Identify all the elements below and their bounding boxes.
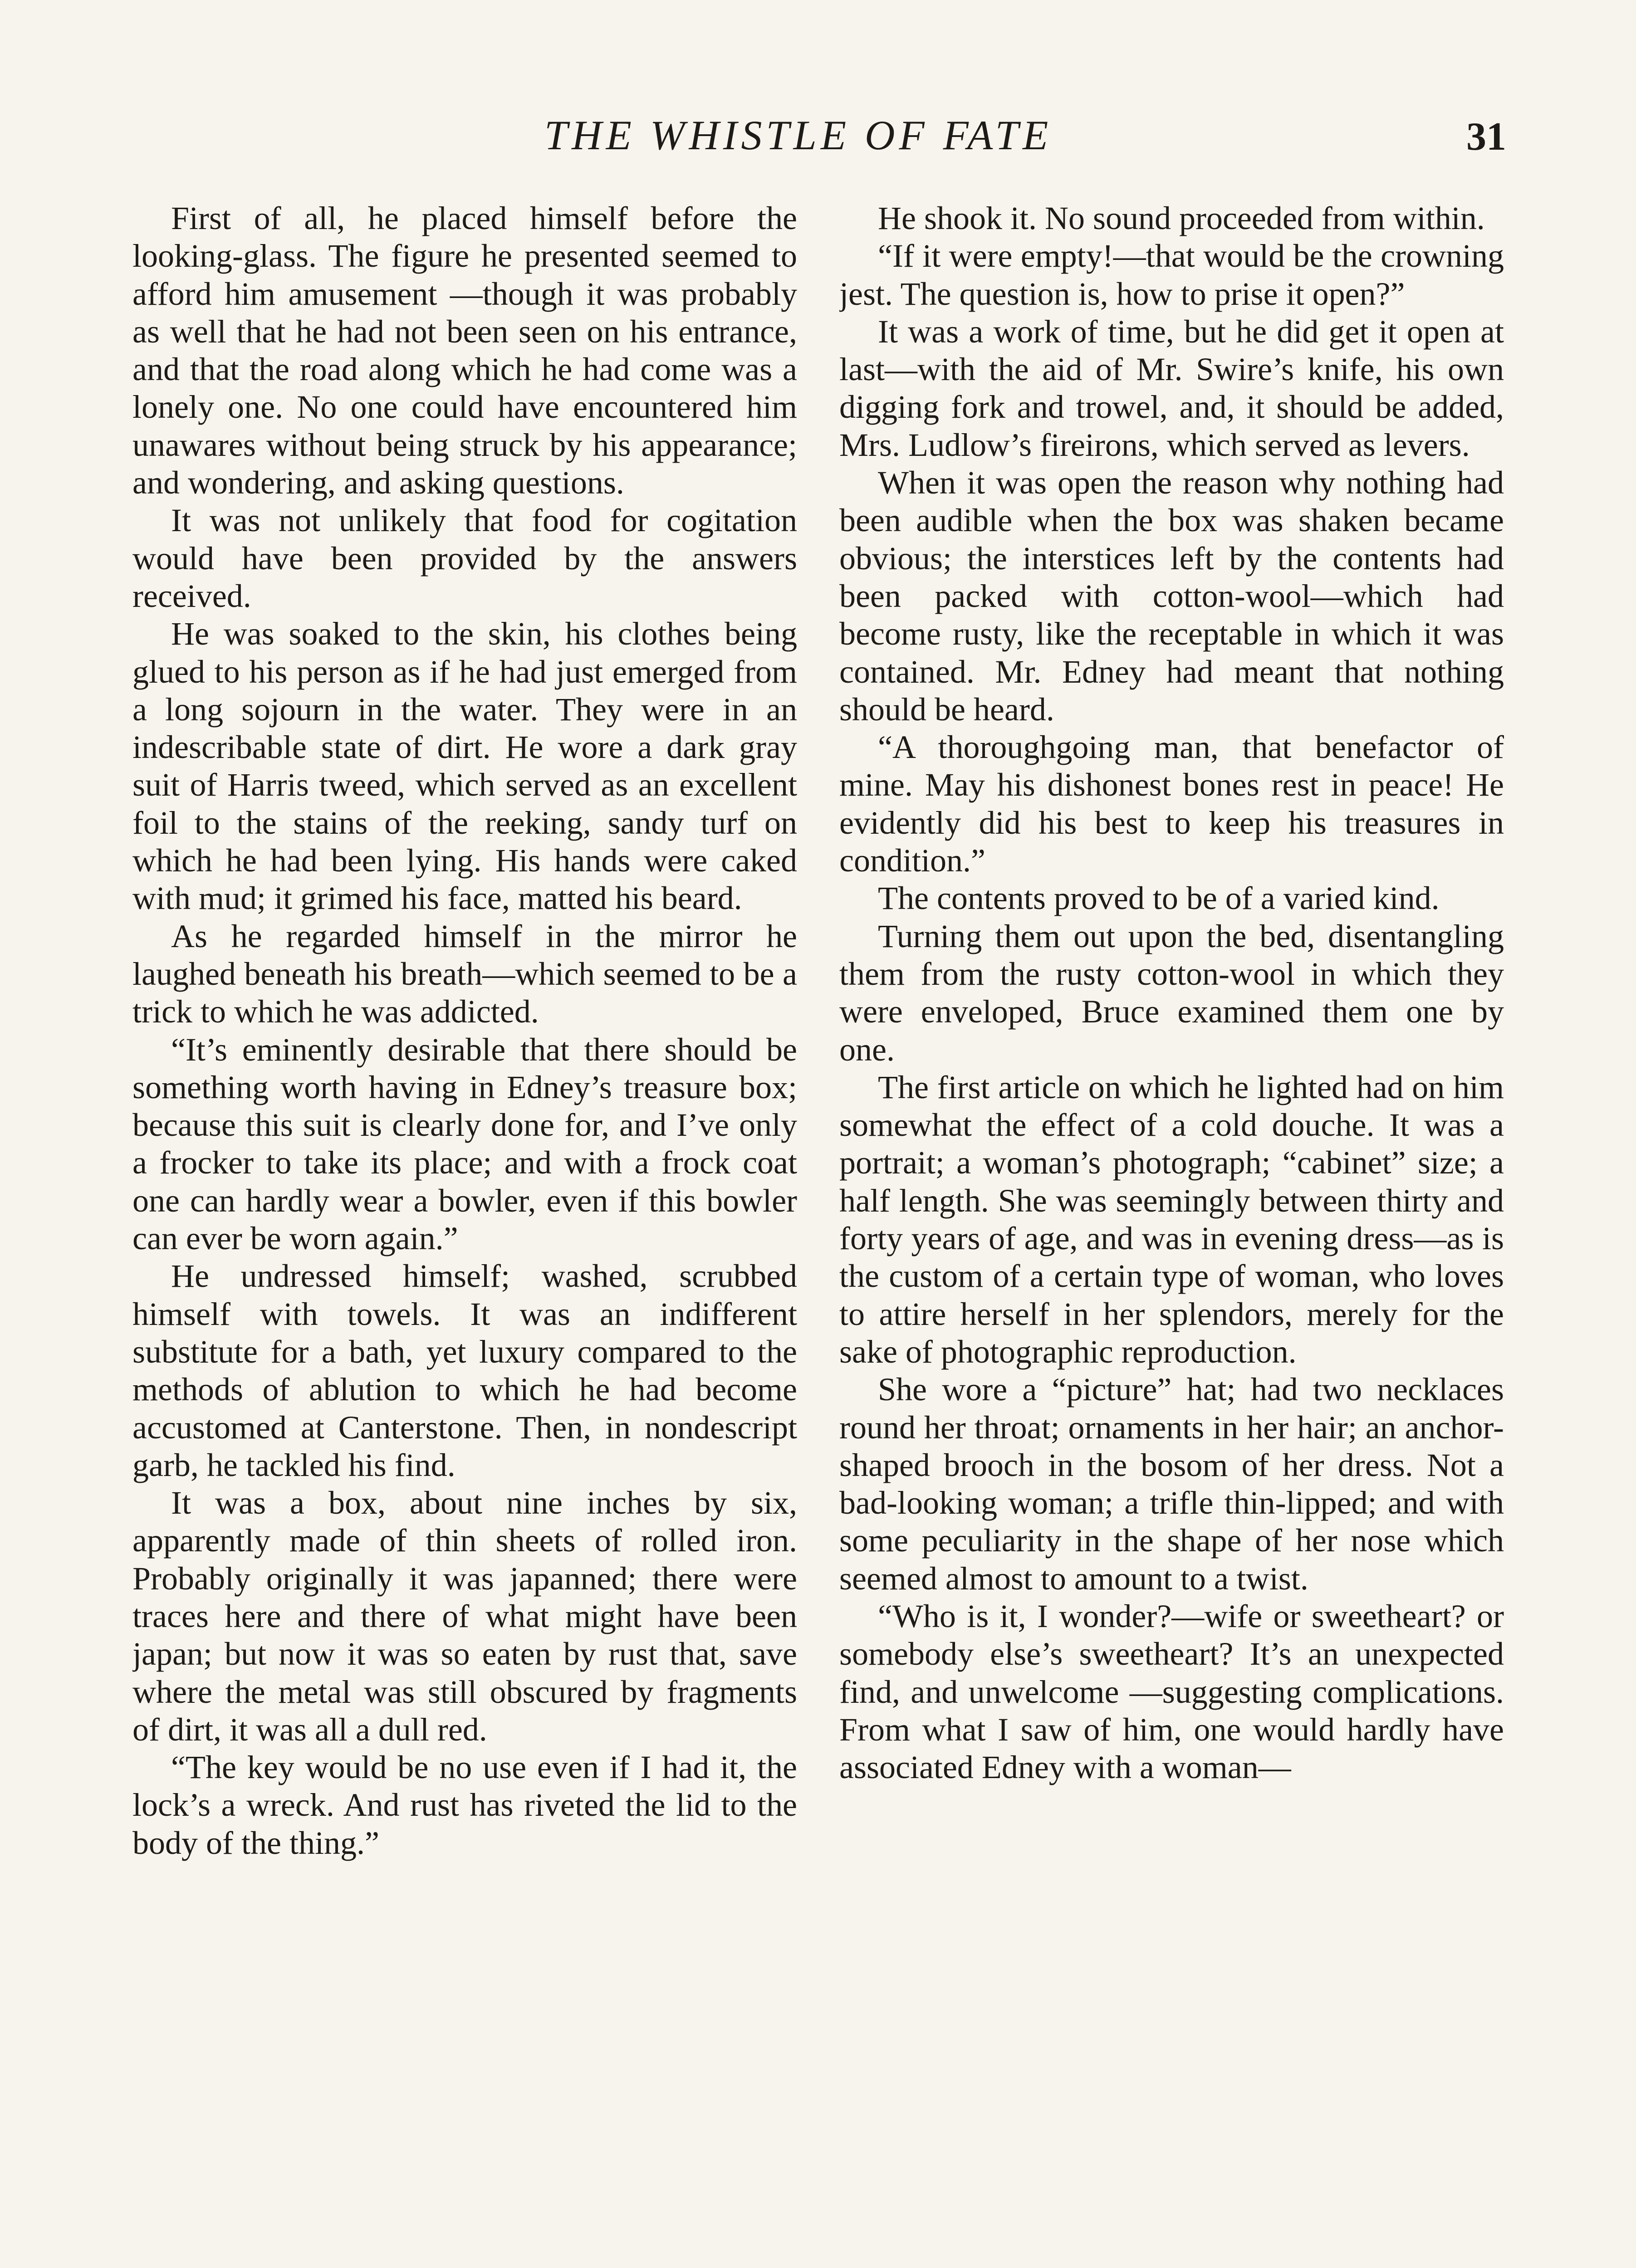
paragraph: “A thoroughgoing man, that benefactor of mine. May his dishonest bones rest in peace! He evidently did his best to keep his treasures in condition.”: [839, 729, 1504, 879]
paragraph: It was not unlikely that food for cogitation would have been provided by the answers received.: [132, 502, 797, 614]
paragraph: She wore a “picture” hat; had two necklaces round her throat; ornaments in her hair; an anchor-shaped brooch in the bosom of her dress. Not a bad-looking woman; a trifle thin-lipped; and with some peculiarity in the shape of her nose which seemed almost to amount to a twist.: [839, 1371, 1504, 1597]
paragraph: When it was open the reason why nothing had been audible when the box was shaken became obvious; the interstices left by the contents had been packed with cotton-wool—which had become rusty, like the receptable in which it was contained. Mr. Edney had meant that nothing should be heard.: [839, 464, 1504, 728]
paragraph: “Who is it, I wonder?—wife or sweetheart? or somebody else’s sweetheart? It’s an unexpected find, and unwelcome —suggesting complications. From what I saw of him, one would hardly have associated Edney with a woman—: [839, 1598, 1504, 1786]
paragraph: It was a work of time, but he did get it open at last—with the aid of Mr. Swire’s knife, his own digging fork and trowel, and, it should be added, Mrs. Ludlow’s fireirons, which served as levers.: [839, 313, 1504, 463]
paragraph: “The key would be no use even if I had it, the lock’s a wreck. And rust has riveted the lid to the body of the thing.”: [132, 1749, 797, 1861]
paragraph: “If it were empty!—that would be the crowning jest. The question is, how to prise it open?”: [839, 238, 1504, 312]
running-title: THE WHISTLE OF FATE: [544, 112, 1053, 158]
paragraph: “It’s eminently desirable that there should be something worth having in Edney’s treasure box; because this suit is clearly done for, and I’ve only a frocker to take its place; and with a frock coat one can hardly wear a bowler, even if this bowler can ever be worn again.”: [132, 1031, 797, 1257]
paragraph: He undressed himself; washed, scrubbed himself with towels. It was an indifferent substitute for a bath, yet luxury compared to the methods of ablution to which he had become accustomed at Canterstone. Then, in nondescript garb, he tackled his find.: [132, 1258, 797, 1483]
paragraph: Turning them out upon the bed, disentangling them from the rusty cotton-wool in which they were enveloped, Bruce examined them one by one.: [839, 918, 1504, 1068]
paragraph: It was a box, about nine inches by six, apparently made of thin sheets of rolled iron. Probably originally it was japanned; there were traces here and there of what might have been japan; but now it was so eaten by rust that, save where the metal was still obscured by fragments of dirt, it was all a dull red.: [132, 1485, 797, 1748]
left-column: [132, 200, 797, 2268]
paragraph: As he regarded himself in the mirror he laughed beneath his breath—which seemed to be a trick to which he was addicted.: [132, 918, 797, 1030]
paragraph: He was soaked to the skin, his clothes being glued to his person as if he had just emerged from a long sojourn in the water. They were in an indescribable state of dirt. He wore a dark gray suit of Harris tweed, which served as an excellent foil to the stains of the reeking, sandy turf on which he had been lying. His hands were caked with mud; it grimed his face, matted his beard.: [132, 616, 797, 917]
paragraph: The first article on which he lighted had on him somewhat the effect of a cold douche. It was a portrait; a woman’s photograph; “cabinet” size; a half length. She was seemingly between thirty and forty years of age, and was in evening dress—as is the custom of a certain type of woman, who loves to attire herself in her splendors, merely for the sake of photographic reproduction.: [839, 1069, 1504, 1370]
page-header: [0, 111, 1636, 175]
page-number: 31: [1466, 115, 1506, 159]
paragraph: He shook it. No sound proceeded from within.: [878, 200, 1485, 236]
paragraph: The contents proved to be of a varied kind.: [878, 880, 1440, 917]
paragraph: First of all, he placed himself before the looking-glass. The figure he presented seemed to afford him amusement —though it was probably as well that he had not been seen on his entrance, and that the road along which he had come was a lonely one. No one could have encountered him unawares without being struck by his appearance; and wondering, and asking questions.: [132, 200, 797, 501]
right-column: [839, 200, 1504, 2268]
